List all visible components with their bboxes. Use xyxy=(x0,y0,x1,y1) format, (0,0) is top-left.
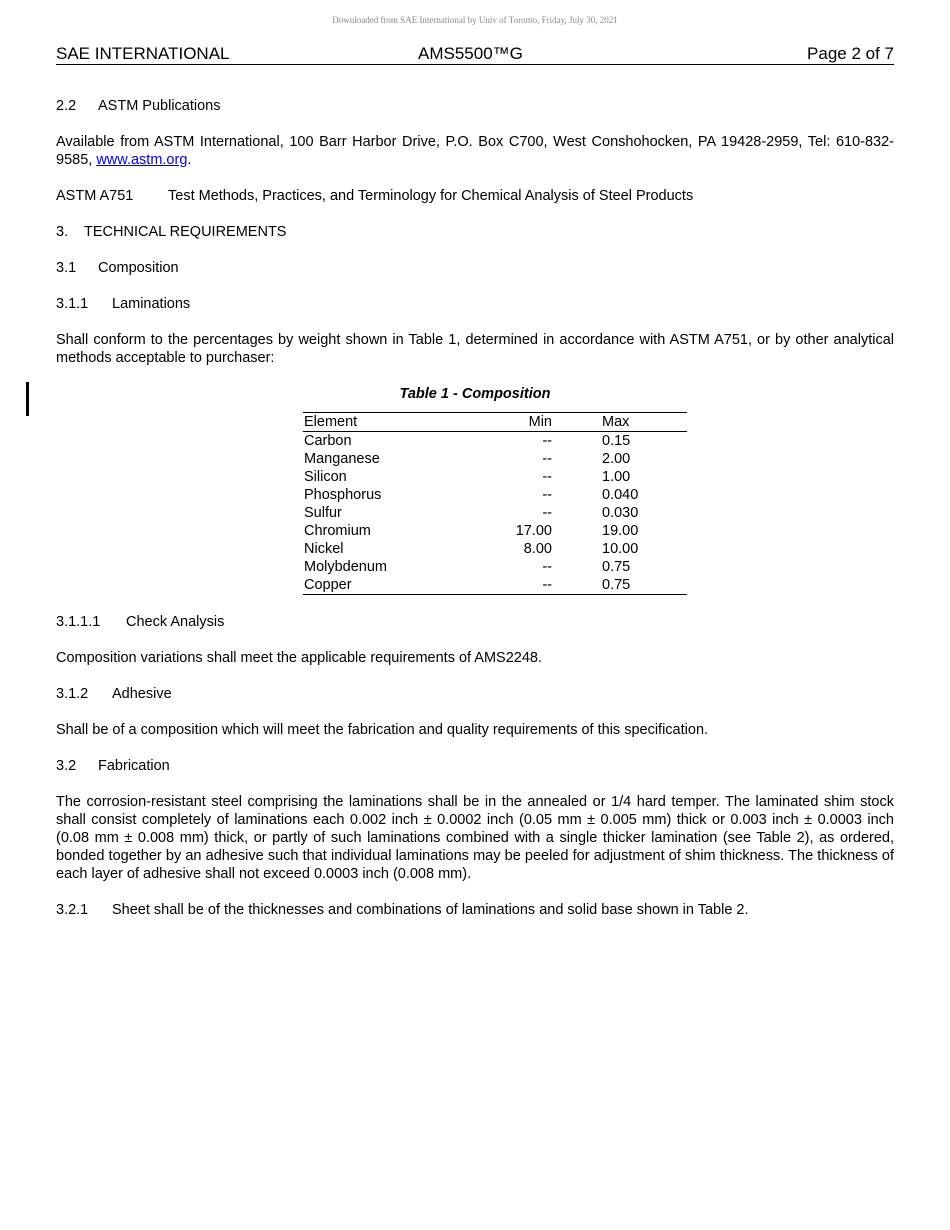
header-page-number: Page 2 of 7 xyxy=(807,44,894,63)
section-3-1-1-text: Shall conform to the percentages by weight shown in Table 1, determined in accordance with ASTM A751, or by other analytical methods acceptable to purchaser: xyxy=(56,332,894,366)
table-row: Sulfur -- 0.030 xyxy=(304,505,639,521)
header-element: Element xyxy=(304,414,358,430)
document-body xyxy=(56,97,894,937)
section-3-1-2-heading: 3.1.2 Adhesive xyxy=(56,686,172,702)
header-max: Max xyxy=(602,414,630,430)
table-row: Phosphorus -- 0.040 xyxy=(304,487,639,503)
section-3-1-heading: 3.1 Composition xyxy=(56,260,179,276)
section-3-1-2-text: Shall be of a composition which will meet the fabrication and quality requirements of this specification. xyxy=(56,722,709,738)
astm-reference xyxy=(56,187,894,205)
composition-table xyxy=(303,412,687,595)
astm-reference-code: ASTM A751 xyxy=(56,188,134,204)
header-document-id: AMS5500™G xyxy=(418,44,523,63)
section-3-1-1-1-text: Composition variations shall meet the applicable requirements of AMS2248. xyxy=(56,650,543,666)
header-min: Min xyxy=(528,414,552,430)
table-1-title: Table 1 - Composition xyxy=(399,386,551,402)
astm-reference-title: Test Methods, Practices, and Terminology for Chemical Analysis of Steel Products xyxy=(168,188,694,204)
table-row: Chromium 17.00 19.00 xyxy=(304,523,639,539)
table-row: Nickel 8.00 10.00 xyxy=(304,541,639,557)
section-3-2-text: The corrosion-resistant steel comprising the laminations shall be in the annealed or 1/4 hard temper. The laminated shim stock shall consist completely of laminations each 0.002 inch ± 0.0002 inch (0.05 mm ± 0.005 mm) thick or 0.003 inch ± 0.0003 inch (0.08 mm ± 0.008 mm) thick, or partly of such laminations combined with a single thicker lamination (see Table 2), as ordered, bonded together by an adhesive such that individual laminations may be peeled for adjustment of shim thickness. The thickness of each layer of adhesive shall not exceed 0.0003 inch (0.008 mm). xyxy=(56,794,894,882)
table-row: Molybdenum -- 0.75 xyxy=(304,559,631,575)
table-header-row xyxy=(303,413,687,432)
table-row: Carbon -- 0.15 xyxy=(304,433,631,449)
table-row: Copper -- 0.75 xyxy=(303,576,687,595)
table-row: Manganese -- 2.00 xyxy=(304,451,631,467)
revision-change-bar xyxy=(26,382,29,416)
table-row: Silicon -- 1.00 xyxy=(304,469,631,485)
section-3-1-1-heading: 3.1.1 Laminations xyxy=(56,296,191,312)
astm-availability-paragraph: Available from ASTM International, 100 Barr Harbor Drive, P.O. Box C700, West Conshohocken, PA 19428-2959, Tel: 610-832-9585, www.astm.org. xyxy=(56,134,894,168)
download-watermark: Downloaded from SAE International by Univ of Toronto, Friday, July 30, 2021 xyxy=(332,15,618,25)
astm-website-link[interactable]: www.astm.org xyxy=(96,152,188,168)
section-3-heading: 3. TECHNICAL REQUIREMENTS xyxy=(56,224,287,240)
section-3-2-1-paragraph: 3.2.1 Sheet shall be of the thicknesses and combinations of laminations and solid base shown in Table 2. xyxy=(56,902,749,918)
section-3-1-1-1-heading: 3.1.1.1 Check Analysis xyxy=(56,614,225,630)
header-publisher: SAE INTERNATIONAL xyxy=(56,44,230,63)
page-header xyxy=(56,44,894,65)
section-3-2-heading: 3.2 Fabrication xyxy=(56,758,170,774)
section-2-2-heading: 2.2 ASTM Publications xyxy=(56,98,221,114)
